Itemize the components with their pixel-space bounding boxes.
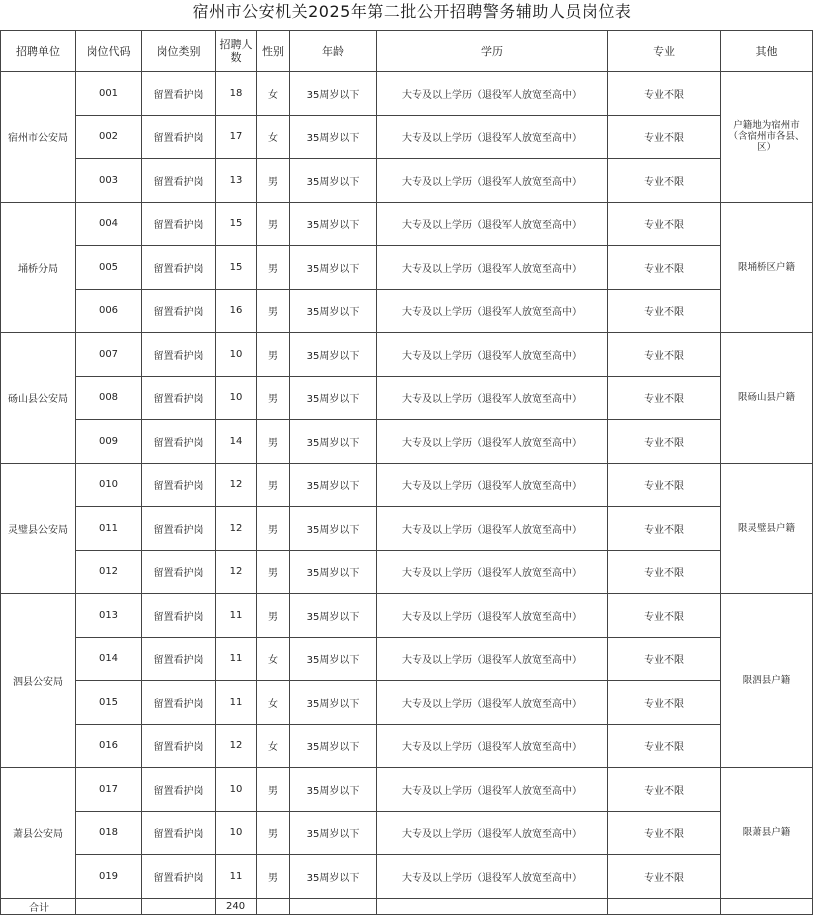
- age-requirement: 35周岁以下: [290, 202, 377, 246]
- age-requirement: 35周岁以下: [290, 724, 377, 768]
- position-type: 留置看护岗: [142, 637, 216, 681]
- major-requirement: 专业不限: [608, 811, 721, 855]
- other-requirement: 限泗县户籍: [721, 594, 813, 768]
- hire-count: 11: [216, 855, 257, 899]
- age-requirement: 35周岁以下: [290, 594, 377, 638]
- gender: 男: [257, 594, 290, 638]
- position-type: 留置看护岗: [142, 376, 216, 420]
- table-row: [1, 855, 813, 899]
- major-requirement: 专业不限: [608, 594, 721, 638]
- position-type: 留置看护岗: [142, 507, 216, 551]
- recruiting-unit: 萧县公安局: [1, 768, 76, 899]
- header-count: 招聘人数: [216, 31, 257, 72]
- table-row: [1, 463, 813, 507]
- position-code: 014: [76, 637, 142, 681]
- education-requirement: 大专及以上学历（退役军人放宽至高中）: [377, 768, 608, 812]
- gender: 男: [257, 507, 290, 551]
- position-type: 留置看护岗: [142, 115, 216, 159]
- major-requirement: 专业不限: [608, 159, 721, 203]
- table-row: [1, 550, 813, 594]
- table-row: [1, 507, 813, 551]
- position-type: 留置看护岗: [142, 463, 216, 507]
- position-code: 019: [76, 855, 142, 899]
- total-empty-other: [721, 898, 813, 914]
- gender: 男: [257, 246, 290, 290]
- recruiting-unit: 宿州市公安局: [1, 72, 76, 203]
- position-code: 005: [76, 246, 142, 290]
- table-row: [1, 246, 813, 290]
- table-row: [1, 159, 813, 203]
- total-count: 240: [216, 898, 257, 914]
- education-requirement: 大专及以上学历（退役军人放宽至高中）: [377, 72, 608, 116]
- major-requirement: 专业不限: [608, 637, 721, 681]
- header-other: 其他: [721, 31, 813, 72]
- hire-count: 11: [216, 594, 257, 638]
- position-code: 006: [76, 289, 142, 333]
- position-code: 018: [76, 811, 142, 855]
- age-requirement: 35周岁以下: [290, 637, 377, 681]
- position-type: 留置看护岗: [142, 724, 216, 768]
- recruiting-unit: 砀山县公安局: [1, 333, 76, 464]
- major-requirement: 专业不限: [608, 289, 721, 333]
- position-code: 009: [76, 420, 142, 464]
- position-type: 留置看护岗: [142, 855, 216, 899]
- education-requirement: 大专及以上学历（退役军人放宽至高中）: [377, 594, 608, 638]
- page-title: 宿州市公安机关2025年第二批公开招聘警务辅助人员岗位表: [192, 2, 632, 21]
- education-requirement: 大专及以上学历（退役军人放宽至高中）: [377, 202, 608, 246]
- age-requirement: 35周岁以下: [290, 333, 377, 377]
- gender: 女: [257, 115, 290, 159]
- education-requirement: 大专及以上学历（退役军人放宽至高中）: [377, 159, 608, 203]
- position-code: 002: [76, 115, 142, 159]
- hire-count: 15: [216, 246, 257, 290]
- hire-count: 18: [216, 72, 257, 116]
- table-row: [1, 72, 813, 116]
- other-requirement: 限灵璧县户籍: [721, 463, 813, 594]
- hire-count: 11: [216, 637, 257, 681]
- major-requirement: 专业不限: [608, 507, 721, 551]
- hire-count: 10: [216, 333, 257, 377]
- position-type: 留置看护岗: [142, 159, 216, 203]
- age-requirement: 35周岁以下: [290, 463, 377, 507]
- education-requirement: 大专及以上学历（退役军人放宽至高中）: [377, 855, 608, 899]
- age-requirement: 35周岁以下: [290, 855, 377, 899]
- gender: 男: [257, 289, 290, 333]
- total-empty-age: [290, 898, 377, 914]
- position-code: 007: [76, 333, 142, 377]
- position-code: 017: [76, 768, 142, 812]
- table-body: [1, 72, 813, 899]
- position-type: 留置看护岗: [142, 202, 216, 246]
- total-row: [1, 898, 813, 914]
- position-type: 留置看护岗: [142, 420, 216, 464]
- education-requirement: 大专及以上学历（退役军人放宽至高中）: [377, 550, 608, 594]
- position-type: 留置看护岗: [142, 246, 216, 290]
- position-code: 001: [76, 72, 142, 116]
- other-requirement: 限萧县户籍: [721, 768, 813, 899]
- major-requirement: 专业不限: [608, 724, 721, 768]
- recruiting-unit: 灵璧县公安局: [1, 463, 76, 594]
- header-row: [1, 31, 813, 72]
- education-requirement: 大专及以上学历（退役军人放宽至高中）: [377, 463, 608, 507]
- table-row: [1, 202, 813, 246]
- age-requirement: 35周岁以下: [290, 289, 377, 333]
- table-row: [1, 768, 813, 812]
- major-requirement: 专业不限: [608, 463, 721, 507]
- position-code: 011: [76, 507, 142, 551]
- position-code: 012: [76, 550, 142, 594]
- hire-count: 10: [216, 768, 257, 812]
- age-requirement: 35周岁以下: [290, 768, 377, 812]
- recruiting-unit: 泗县公安局: [1, 594, 76, 768]
- age-requirement: 35周岁以下: [290, 159, 377, 203]
- table-row: [1, 681, 813, 725]
- position-code: 016: [76, 724, 142, 768]
- position-type: 留置看护岗: [142, 289, 216, 333]
- age-requirement: 35周岁以下: [290, 681, 377, 725]
- education-requirement: 大专及以上学历（退役军人放宽至高中）: [377, 289, 608, 333]
- position-code: 010: [76, 463, 142, 507]
- position-code: 008: [76, 376, 142, 420]
- position-code: 015: [76, 681, 142, 725]
- header-education: 学历: [377, 31, 608, 72]
- position-type: 留置看护岗: [142, 72, 216, 116]
- hire-count: 16: [216, 289, 257, 333]
- recruiting-unit: 埇桥分局: [1, 202, 76, 333]
- position-code: 003: [76, 159, 142, 203]
- position-type: 留置看护岗: [142, 811, 216, 855]
- age-requirement: 35周岁以下: [290, 811, 377, 855]
- hire-count: 14: [216, 420, 257, 464]
- table-row: [1, 376, 813, 420]
- gender: 女: [257, 72, 290, 116]
- major-requirement: 专业不限: [608, 246, 721, 290]
- gender: 男: [257, 202, 290, 246]
- major-requirement: 专业不限: [608, 376, 721, 420]
- total-empty-edu: [377, 898, 608, 914]
- header-age: 年龄: [290, 31, 377, 72]
- other-requirement: 户籍地为宿州市（含宿州市各县、区）: [721, 72, 813, 203]
- position-type: 留置看护岗: [142, 768, 216, 812]
- header-type: 岗位类别: [142, 31, 216, 72]
- age-requirement: 35周岁以下: [290, 420, 377, 464]
- position-code: 004: [76, 202, 142, 246]
- table-row: [1, 594, 813, 638]
- table-row: [1, 811, 813, 855]
- total-empty-type: [142, 898, 216, 914]
- major-requirement: 专业不限: [608, 333, 721, 377]
- other-requirement: 限埇桥区户籍: [721, 202, 813, 333]
- total-label: 合计: [1, 898, 76, 914]
- hire-count: 12: [216, 463, 257, 507]
- hire-count: 12: [216, 724, 257, 768]
- gender: 男: [257, 768, 290, 812]
- table-row: [1, 333, 813, 377]
- education-requirement: 大专及以上学历（退役军人放宽至高中）: [377, 376, 608, 420]
- hire-count: 10: [216, 376, 257, 420]
- education-requirement: 大专及以上学历（退役军人放宽至高中）: [377, 246, 608, 290]
- gender: 男: [257, 376, 290, 420]
- other-requirement: 限砀山县户籍: [721, 333, 813, 464]
- gender: 男: [257, 855, 290, 899]
- table-row: [1, 637, 813, 681]
- major-requirement: 专业不限: [608, 768, 721, 812]
- hire-count: 11: [216, 681, 257, 725]
- gender: 男: [257, 420, 290, 464]
- age-requirement: 35周岁以下: [290, 246, 377, 290]
- table-row: [1, 724, 813, 768]
- table-row: [1, 289, 813, 333]
- position-type: 留置看护岗: [142, 550, 216, 594]
- position-type: 留置看护岗: [142, 681, 216, 725]
- position-type: 留置看护岗: [142, 594, 216, 638]
- gender: 男: [257, 159, 290, 203]
- total-empty-code: [76, 898, 142, 914]
- position-type: 留置看护岗: [142, 333, 216, 377]
- table-row: [1, 115, 813, 159]
- education-requirement: 大专及以上学历（退役军人放宽至高中）: [377, 724, 608, 768]
- age-requirement: 35周岁以下: [290, 115, 377, 159]
- major-requirement: 专业不限: [608, 72, 721, 116]
- hire-count: 15: [216, 202, 257, 246]
- header-code: 岗位代码: [76, 31, 142, 72]
- education-requirement: 大专及以上学历（退役军人放宽至高中）: [377, 507, 608, 551]
- gender: 女: [257, 637, 290, 681]
- hire-count: 10: [216, 811, 257, 855]
- gender: 女: [257, 681, 290, 725]
- header-unit: 招聘单位: [1, 31, 76, 72]
- hire-count: 12: [216, 550, 257, 594]
- education-requirement: 大专及以上学历（退役军人放宽至高中）: [377, 420, 608, 464]
- hire-count: 12: [216, 507, 257, 551]
- header-major: 专业: [608, 31, 721, 72]
- major-requirement: 专业不限: [608, 681, 721, 725]
- major-requirement: 专业不限: [608, 420, 721, 464]
- major-requirement: 专业不限: [608, 550, 721, 594]
- hire-count: 13: [216, 159, 257, 203]
- age-requirement: 35周岁以下: [290, 376, 377, 420]
- age-requirement: 35周岁以下: [290, 72, 377, 116]
- education-requirement: 大专及以上学历（退役军人放宽至高中）: [377, 115, 608, 159]
- major-requirement: 专业不限: [608, 115, 721, 159]
- total-empty-major: [608, 898, 721, 914]
- total-empty-gender: [257, 898, 290, 914]
- education-requirement: 大专及以上学历（退役军人放宽至高中）: [377, 811, 608, 855]
- major-requirement: 专业不限: [608, 202, 721, 246]
- education-requirement: 大专及以上学历（退役军人放宽至高中）: [377, 333, 608, 377]
- gender: 男: [257, 463, 290, 507]
- gender: 女: [257, 724, 290, 768]
- age-requirement: 35周岁以下: [290, 507, 377, 551]
- position-code: 013: [76, 594, 142, 638]
- major-requirement: 专业不限: [608, 855, 721, 899]
- positions-table: [0, 30, 813, 915]
- gender: 男: [257, 333, 290, 377]
- education-requirement: 大专及以上学历（退役军人放宽至高中）: [377, 637, 608, 681]
- education-requirement: 大专及以上学历（退役军人放宽至高中）: [377, 681, 608, 725]
- header-gender: 性别: [257, 31, 290, 72]
- table-row: [1, 420, 813, 464]
- hire-count: 17: [216, 115, 257, 159]
- age-requirement: 35周岁以下: [290, 550, 377, 594]
- gender: 男: [257, 811, 290, 855]
- gender: 男: [257, 550, 290, 594]
